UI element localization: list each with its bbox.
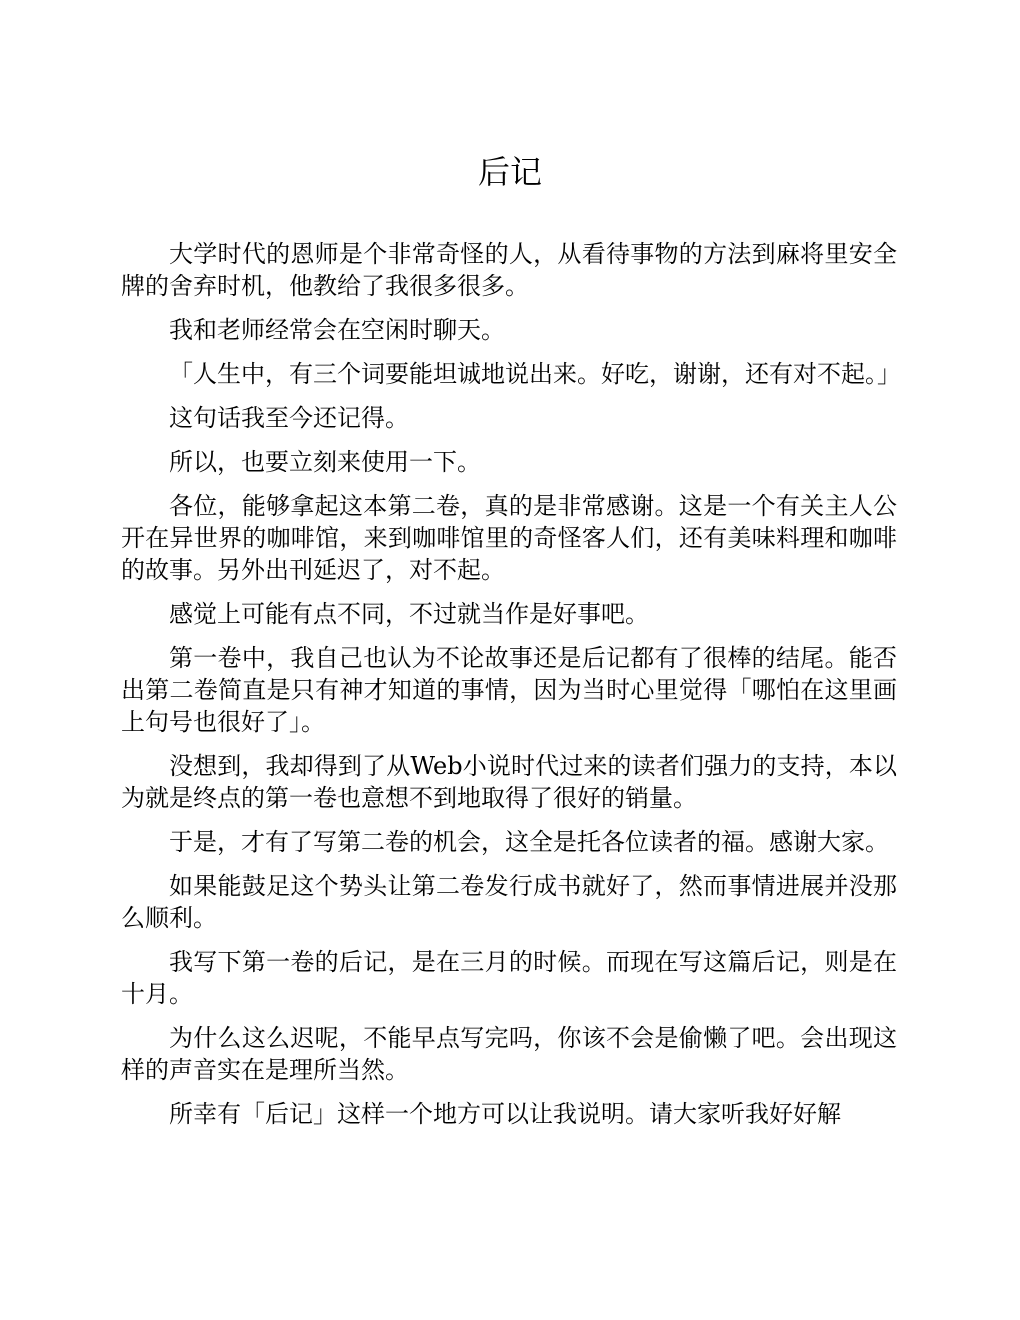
paragraph: 如果能鼓足这个势头让第二卷发行成书就好了，然而事情进展并没那么顺利。: [121, 872, 897, 932]
paragraph: 第一卷中，我自己也认为不论故事还是后记都有了很棒的结尾。能否出第二卷简直是只有神才知道的事情，因为当时心里觉得「哪怕在这里画上句号也很好了」。: [121, 644, 897, 736]
body-text: [121, 238, 901, 1142]
paragraph: 没想到，我却得到了从Web小说时代过来的读者们强力的支持，本以为就是终点的第一卷也意想不到地取得了很好的销量。: [121, 752, 897, 812]
paragraph: 大学时代的恩师是个非常奇怪的人，从看待事物的方法到麻将里安全牌的舍弃时机，他教给了我很多很多。: [121, 240, 897, 300]
paragraph: 所以，也要立刻来使用一下。: [169, 448, 481, 476]
paragraph: 于是，才有了写第二卷的机会，这全是托各位读者的福。感谢大家。: [169, 828, 889, 856]
paragraph: 各位，能够拿起这本第二卷，真的是非常感谢。这是一个有关主人公开在异世界的咖啡馆，来到咖啡馆里的奇怪客人们，还有美味料理和咖啡的故事。另外出刊延迟了，对不起。: [121, 492, 897, 584]
paragraph: 我写下第一卷的后记，是在三月的时候。而现在写这篇后记，则是在十月。: [121, 948, 897, 1008]
page-title: 后记: [477, 153, 542, 191]
paragraph: 为什么这么迟呢，不能早点写完吗，你该不会是偷懒了吧。会出现这样的声音实在是理所当然。: [121, 1024, 897, 1084]
paragraph: 我和老师经常会在空闲时聊天。: [169, 316, 505, 344]
paragraph: 感觉上可能有点不同，不过就当作是好事吧。: [169, 600, 649, 628]
paragraph: 这句话我至今还记得。: [169, 404, 409, 432]
paragraph: 「人生中，有三个词要能坦诚地说出来。好吃，谢谢，还有对不起。」: [169, 360, 901, 388]
paragraph: 所幸有「后记」这样一个地方可以让我说明。请大家听我好好解: [169, 1100, 841, 1128]
